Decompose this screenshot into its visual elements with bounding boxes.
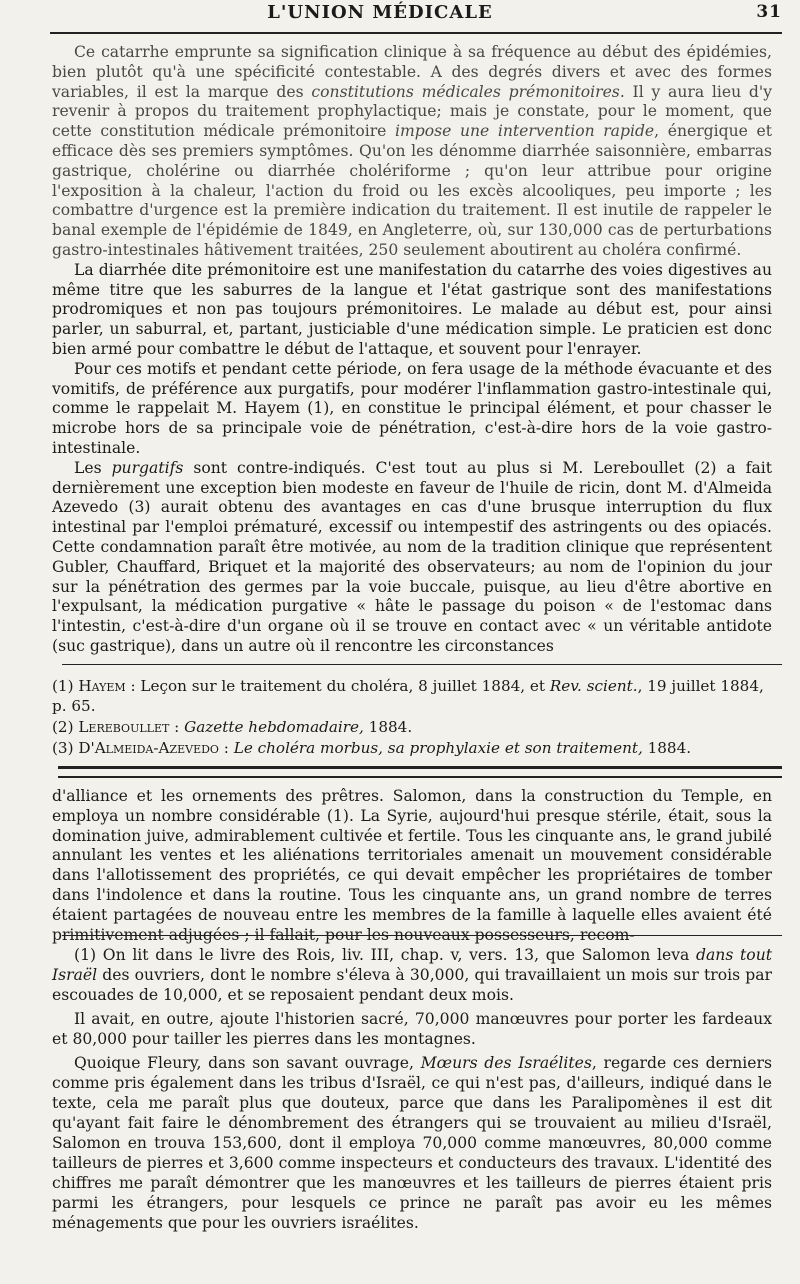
journal-title: L'UNION MÉDICALE (267, 2, 493, 23)
footnote-fleury: Quoique Fleury, dans son savant ouvrage, Mœurs des Israélites, regarde ces derniers comme pris également dans les tribus d'Israël, ce qui n'est pas, d'ailleurs, indiqué dans le texte, cela me paraît plus que douteux, parce que dans les Paralipomènes il est dit qu'ayant fait faire le dénombrement des étrangers qui se trouvaient au milieu d'Israël, Salomon en trouva 153,600, dont il employa 70,000 comme manœuvres, 80,000 comme tailleurs de pierres et 3,600 comme inspecteurs et conducteurs des travaux. L'identité des chiffres me paraît démontrer que les manœuvres et les tailleurs de pierres étaient pris parmi les étrangers, pour lesquels ce prince ne paraît pas avoir eu les mêmes ménagements que pour les ouvriers israélites. (52, 1054, 772, 1232)
footnote-2: (2) Lereboullet : Gazette hebdomadaire, 1884. (52, 718, 413, 736)
footnote-manoeuvres: Il avait, en outre, ajoute l'historien sacré, 70,000 manœuvres pour porter les fardeaux et 80,000 pour tailler les pierres dans les montagnes. (52, 1010, 772, 1048)
footnote-1: (1) Hayem : Leçon sur le traitement du choléra, 8 juillet 1884, et Rev. scient., 19 juillet 1884, p. 65. (52, 677, 764, 715)
footnote-rule-lower (62, 935, 782, 936)
header-rule (50, 32, 782, 34)
section-divider (58, 766, 782, 778)
paragraph-diarrhee: La diarrhée dite prémonitoire est une manifestation du catarrhe des voies digestives au même titre que les saburres de la langue et l'état gastrique sont des manifestations prodromiques et non pas toujours prémonitoires. Le malade au début est, pour ainsi parler, un saburral, et, partant, justiciable d'une médication simple. Le praticien est donc bien armé pour combattre le début de l'attaque, et souvent pour l'enrayer. (52, 260, 772, 358)
paragraph-motifs: Pour ces motifs et pendant cette période, on fera usage de la méthode évacuante et des vomitifs, de préférence aux purgatifs, pour modérer l'inflammation gastro-intestinale qui, comme le rappelait M. Hayem (1), en constitue le principal élément, et pour chasser le microbe hors de sa principale voie de pénétration, c'est-à-dire hors de la voie gastro-intestinale. (52, 359, 772, 457)
paragraph-alliance: d'alliance et les ornements des prêtres. Salomon, dans la construction du Temple, en employa un nombre considérable (1). La Syrie, aujourd'hui presque stérile, était, sous la domination juive, admirablement cultivée et fertile. Tous les cinquante ans, le grand jubilé annulant les ventes et les aliénations territoriales amenait un mouvement considérable dans l'allotissement des propriétés, ce qui devait empêcher les propriétaires de tomber dans l'indolence et dans la routine. Tous les cinquante ans, un grand nombre de terres étaient partagées de nouveau entre les membres de la famille à laquelle elles avaient été primitivement adjugées ; il fallait, pour les nouveaux possesseurs, recom- (52, 787, 772, 944)
paragraph-purgatifs: Les purgatifs sont contre-indiqués. C'est tout au plus si M. Lereboullet (2) a fait dernièrement une exception bien modeste en faveur de l'huile de ricin, dont M. d'Almeida Azevedo (3) aurait obtenu des avantages en cas d'une brusque interruption du flux intestinal par l'emploi prématuré, excessif ou intempestif des astringents ou des opiacés. Cette condamnation paraît être motivée, au nom de la tradition clinique que représentent Gubler, Chauffard, Briquet et la majorité des observateurs; au nom de l'opinion du jour sur la pénétration des germes par la voie buccale, puisque, au lieu d'être abortive en l'expulsant, la médication purgative « hâte le passage du poison « de l'estomac dans l'intestin, c'est-à-dire d'un organe où il se trouve en contact avec « un véritable antidote (suc gastrique), dans un autre où il rencontre les circonstances (52, 458, 772, 655)
footnote-rule (62, 664, 782, 665)
page-number: 31 (756, 2, 782, 22)
footnotes-upper (52, 676, 772, 759)
footnotes-lower (52, 945, 772, 1237)
footnote-rois: (1) On lit dans le livre des Rois, liv. III, chap. v, vers. 13, que Salomon leva dans tout Israël des ouvriers, dont le nombre s'éleva à 30,000, qui travaillaient un mois sur trois par escouades de 10,000, et se reposaient pendant deux mois. (52, 946, 773, 1004)
article-body-upper (52, 43, 772, 657)
footnote-3: (3) D'Almeida-Azevedo : Le choléra morbus, sa prophylaxie et son traitement, 1884. (52, 739, 692, 757)
article-body-lower (52, 787, 772, 945)
running-header (0, 2, 800, 26)
paragraph-catarrhe: Ce catarrhe emprunte sa signification clinique à sa fréquence au début des épidémies, bien plutôt qu'à une spécificité contestable. A des degrés divers et avec des formes variables, il est la marque des constitutions médicales prémonitoires. Il y aura lieu d'y revenir à propos du traitement prophylactique; mais je constate, pour le moment, que cette constitution médicale prémonitoire impose une intervention rapide, énergique et efficace dès ses premiers symptômes. Qu'on les dénomme diarrhée saisonnière, embarras gastrique, cholérine ou diarrhée cholériforme ; qu'on leur attribue pour origine l'exposition à la chaleur, l'action du froid ou les excès alcooliques, peu importe ; les combattre d'urgence est la première indication du traitement. Il est inutile de rappeler le banal exemple de l'épidémie de 1849, en Angleterre, où, sur 130,000 cas de perturbations gastro-intestinales hâtivement traitées, 250 seulement aboutirent au choléra confirmé. (52, 43, 773, 259)
